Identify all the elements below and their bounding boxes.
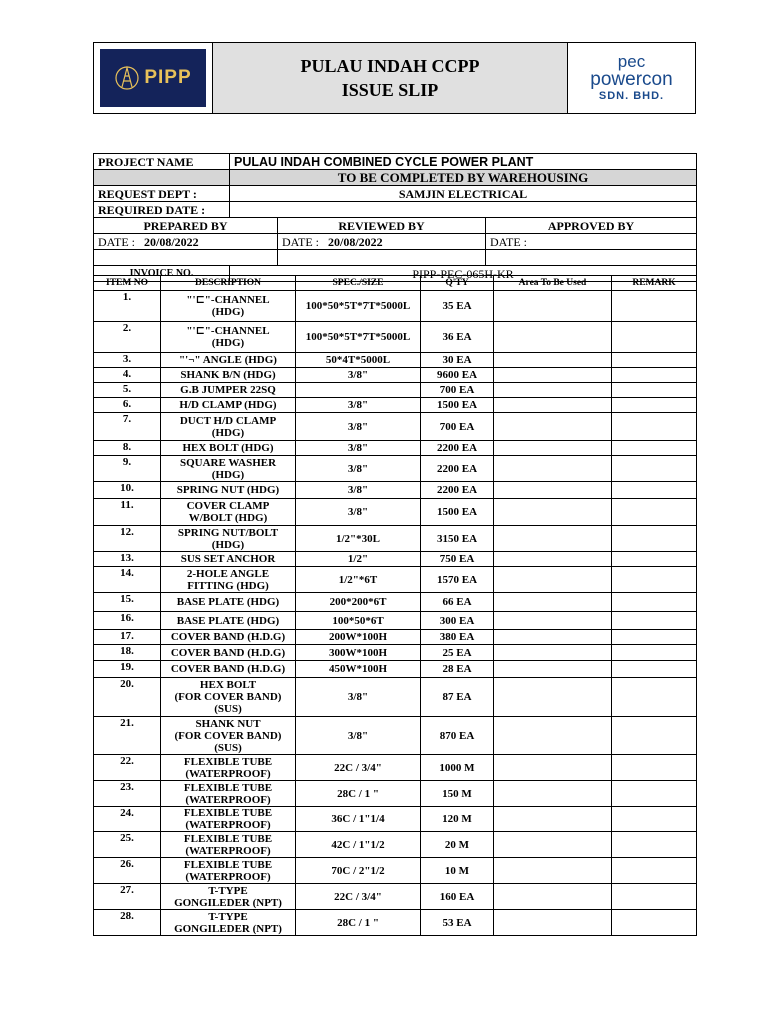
col-description: DESCRIPTION <box>161 276 296 291</box>
area-cell <box>494 499 612 526</box>
item-no-cell: 12. <box>94 526 161 552</box>
remark-cell <box>612 630 697 645</box>
remark-cell <box>612 441 697 456</box>
item-no-cell: 5. <box>94 383 161 398</box>
col-remark: REMARK <box>612 276 697 291</box>
table-row <box>94 593 697 612</box>
item-no-cell: 22. <box>94 755 161 781</box>
qty-cell: 9600 EA <box>421 368 494 383</box>
area-cell <box>494 368 612 383</box>
reviewed-signature <box>278 250 486 266</box>
signature-row <box>94 250 697 266</box>
description-cell: SHANK NUT (FOR COVER BAND) (SUS) <box>161 717 296 755</box>
area-cell <box>494 661 612 678</box>
description-cell: FLEXIBLE TUBE (WATERPROOF) <box>161 858 296 884</box>
qty-cell: 870 EA <box>421 717 494 755</box>
project-name-label: PROJECT NAME <box>94 154 230 170</box>
table-row <box>94 832 697 858</box>
remark-cell <box>612 858 697 884</box>
table-row <box>94 322 697 353</box>
remark-cell <box>612 807 697 832</box>
table-row <box>94 499 697 526</box>
spec-cell: 22C / 3/4" <box>296 755 421 781</box>
table-row <box>94 781 697 807</box>
description-cell: SUS SET ANCHOR <box>161 552 296 567</box>
area-cell <box>494 832 612 858</box>
table-row <box>94 413 697 441</box>
pipp-logo-cell <box>94 43 213 113</box>
remark-cell <box>612 645 697 661</box>
table-row <box>94 368 697 383</box>
description-cell: SPRING NUT/BOLT (HDG) <box>161 526 296 552</box>
item-no-cell: 9. <box>94 456 161 482</box>
qty-cell: 1570 EA <box>421 567 494 593</box>
approved-signature <box>486 250 697 266</box>
description-cell: HEX BOLT (HDG) <box>161 441 296 456</box>
description-cell: G.B JUMPER 22SQ <box>161 383 296 398</box>
item-no-cell: 3. <box>94 353 161 368</box>
remark-cell <box>612 368 697 383</box>
table-row <box>94 552 697 567</box>
item-no-cell: 18. <box>94 645 161 661</box>
item-no-cell: 27. <box>94 884 161 910</box>
qty-cell: 120 M <box>421 807 494 832</box>
table-row <box>94 910 697 936</box>
spec-cell: 1/2"*6T <box>296 567 421 593</box>
description-cell: DUCT H/D CLAMP (HDG) <box>161 413 296 441</box>
description-cell: FLEXIBLE TUBE (WATERPROOF) <box>161 781 296 807</box>
col-spec-size: SPEC./SIZE <box>296 276 421 291</box>
table-row <box>94 755 697 781</box>
spec-cell: 3/8" <box>296 441 421 456</box>
spec-cell: 450W*100H <box>296 661 421 678</box>
qty-cell: 53 EA <box>421 910 494 936</box>
approved-by-label: APPROVED BY <box>486 218 697 234</box>
qty-cell: 20 M <box>421 832 494 858</box>
remark-cell <box>612 612 697 630</box>
item-no-cell: 10. <box>94 482 161 499</box>
reviewed-date-cell <box>278 234 486 250</box>
page-subtitle: ISSUE SLIP <box>341 80 439 100</box>
area-cell <box>494 526 612 552</box>
description-cell: BASE PLATE (HDG) <box>161 612 296 630</box>
table-row <box>94 645 697 661</box>
item-no-cell: 15. <box>94 593 161 612</box>
description-cell: 2-HOLE ANGLE FITTING (HDG) <box>161 567 296 593</box>
reviewed-date-value: 20/08/2022 <box>328 234 383 249</box>
table-row <box>94 456 697 482</box>
spec-cell: 22C / 3/4" <box>296 884 421 910</box>
pec-logo-line3: SDN. BHD. <box>598 89 665 102</box>
col-area: Area To Be Used <box>494 276 612 291</box>
area-cell <box>494 630 612 645</box>
remark-cell <box>612 552 697 567</box>
area-cell <box>494 291 612 322</box>
description-cell: FLEXIBLE TUBE (WATERPROOF) <box>161 807 296 832</box>
remark-cell <box>612 884 697 910</box>
area-cell <box>494 383 612 398</box>
table-row <box>94 383 697 398</box>
remark-cell <box>612 755 697 781</box>
remark-cell <box>612 456 697 482</box>
project-row <box>94 154 697 170</box>
warehouse-row <box>94 170 697 186</box>
area-cell <box>494 441 612 456</box>
spec-cell: 100*50*5T*7T*5000L <box>296 291 421 322</box>
approved-date-label: DATE : <box>490 234 527 249</box>
pec-logo-line2: powercon <box>590 68 673 90</box>
qty-cell: 3150 EA <box>421 526 494 552</box>
qty-cell: 1000 M <box>421 755 494 781</box>
project-name-value: PULAU INDAH COMBINED CYCLE POWER PLANT <box>230 154 697 170</box>
spec-cell: 3/8" <box>296 482 421 499</box>
spec-cell: 300W*100H <box>296 645 421 661</box>
pipp-logo <box>100 49 206 107</box>
col-item-no: ITEM NO <box>94 276 161 291</box>
remark-cell <box>612 398 697 413</box>
table-row <box>94 717 697 755</box>
area-cell <box>494 858 612 884</box>
item-no-cell: 8. <box>94 441 161 456</box>
area-cell <box>494 781 612 807</box>
item-no-cell: 21. <box>94 717 161 755</box>
pec-logo-line1: pec <box>617 51 646 71</box>
description-cell: T-TYPE GONGILEDER (NPT) <box>161 910 296 936</box>
qty-cell: 1500 EA <box>421 499 494 526</box>
prepared-date-value: 20/08/2022 <box>144 234 199 249</box>
qty-cell: 10 M <box>421 858 494 884</box>
table-row <box>94 482 697 499</box>
table-row <box>94 858 697 884</box>
spec-cell: 3/8" <box>296 717 421 755</box>
items-table <box>93 275 697 936</box>
table-row <box>94 291 697 322</box>
table-row <box>94 353 697 368</box>
item-no-cell: 2. <box>94 322 161 353</box>
spec-cell <box>296 383 421 398</box>
qty-cell: 750 EA <box>421 552 494 567</box>
area-cell <box>494 678 612 717</box>
spec-cell: 28C / 1 " <box>296 781 421 807</box>
description-cell: "'⊏"-CHANNEL (HDG) <box>161 322 296 353</box>
description-cell: FLEXIBLE TUBE (WATERPROOF) <box>161 755 296 781</box>
item-no-cell: 16. <box>94 612 161 630</box>
reviewed-by-label: REVIEWED BY <box>278 218 486 234</box>
request-dept-row <box>94 186 697 202</box>
remark-cell <box>612 661 697 678</box>
qty-cell: 36 EA <box>421 322 494 353</box>
warehouse-note: TO BE COMPLETED BY WAREHOUSING <box>230 170 697 186</box>
remark-cell <box>612 678 697 717</box>
spec-cell: 200*200*6T <box>296 593 421 612</box>
spec-cell: 100*50*5T*7T*5000L <box>296 322 421 353</box>
spec-cell: 200W*100H <box>296 630 421 645</box>
reviewed-date-label: DATE : <box>282 234 319 249</box>
slip-header <box>93 42 696 114</box>
warehouse-spacer <box>94 170 230 186</box>
area-cell <box>494 645 612 661</box>
item-no-cell: 25. <box>94 832 161 858</box>
qty-cell: 30 EA <box>421 353 494 368</box>
signoff-date-row <box>94 234 697 250</box>
spec-cell: 1/2"*30L <box>296 526 421 552</box>
qty-cell: 35 EA <box>421 291 494 322</box>
area-cell <box>494 612 612 630</box>
remark-cell <box>612 832 697 858</box>
description-cell: T-TYPE GONGILEDER (NPT) <box>161 884 296 910</box>
qty-cell: 2200 EA <box>421 456 494 482</box>
spec-cell: 3/8" <box>296 413 421 441</box>
qty-cell: 28 EA <box>421 661 494 678</box>
remark-cell <box>612 482 697 499</box>
area-cell <box>494 482 612 499</box>
table-row <box>94 441 697 456</box>
description-cell: COVER CLAMP W/BOLT (HDG) <box>161 499 296 526</box>
spec-cell: 1/2" <box>296 552 421 567</box>
request-dept-label: REQUEST DEPT : <box>94 186 230 202</box>
signoff-header-row <box>94 218 697 234</box>
qty-cell: 25 EA <box>421 645 494 661</box>
area-cell <box>494 552 612 567</box>
approved-date-cell <box>486 234 697 250</box>
description-cell: HEX BOLT (FOR COVER BAND) (SUS) <box>161 678 296 717</box>
items-header-row <box>94 276 697 291</box>
title-box <box>213 43 568 113</box>
info-table <box>93 153 697 282</box>
spec-cell: 3/8" <box>296 398 421 413</box>
prepared-date-cell <box>94 234 278 250</box>
table-row <box>94 807 697 832</box>
area-cell <box>494 567 612 593</box>
item-no-cell: 7. <box>94 413 161 441</box>
area-cell <box>494 884 612 910</box>
description-cell: FLEXIBLE TUBE (WATERPROOF) <box>161 832 296 858</box>
spec-cell: 36C / 1"1/4 <box>296 807 421 832</box>
remark-cell <box>612 567 697 593</box>
remark-cell <box>612 499 697 526</box>
spec-cell: 3/8" <box>296 368 421 383</box>
area-cell <box>494 353 612 368</box>
prepared-signature <box>94 250 278 266</box>
table-row <box>94 884 697 910</box>
prepared-date-label: DATE : <box>98 234 135 249</box>
item-no-cell: 20. <box>94 678 161 717</box>
description-cell: "'¬" ANGLE (HDG) <box>161 353 296 368</box>
item-no-cell: 17. <box>94 630 161 645</box>
spec-cell: 3/8" <box>296 499 421 526</box>
remark-cell <box>612 322 697 353</box>
spec-cell: 28C / 1 " <box>296 910 421 936</box>
table-row <box>94 678 697 717</box>
area-cell <box>494 807 612 832</box>
item-no-cell: 26. <box>94 858 161 884</box>
area-cell <box>494 398 612 413</box>
description-cell: SHANK B/N (HDG) <box>161 368 296 383</box>
description-cell: H/D CLAMP (HDG) <box>161 398 296 413</box>
qty-cell: 700 EA <box>421 383 494 398</box>
description-cell: COVER BAND (H.D.G) <box>161 645 296 661</box>
table-row <box>94 612 697 630</box>
spec-cell: 70C / 2"1/2 <box>296 858 421 884</box>
remark-cell <box>612 910 697 936</box>
description-cell: BASE PLATE (HDG) <box>161 593 296 612</box>
spec-cell: 3/8" <box>296 678 421 717</box>
qty-cell: 1500 EA <box>421 398 494 413</box>
table-row <box>94 567 697 593</box>
pec-powercon-logo <box>568 43 695 113</box>
spec-cell: 3/8" <box>296 456 421 482</box>
spec-cell: 50*4T*5000L <box>296 353 421 368</box>
remark-cell <box>612 781 697 807</box>
col-qty: Q'TY <box>421 276 494 291</box>
required-date-label: REQUIRED DATE : <box>94 202 230 218</box>
area-cell <box>494 755 612 781</box>
description-cell: COVER BAND (H.D.G) <box>161 630 296 645</box>
qty-cell: 700 EA <box>421 413 494 441</box>
table-row <box>94 398 697 413</box>
table-row <box>94 630 697 645</box>
prepared-by-label: PREPARED BY <box>94 218 278 234</box>
item-no-cell: 11. <box>94 499 161 526</box>
spec-cell: 100*50*6T <box>296 612 421 630</box>
remark-cell <box>612 593 697 612</box>
area-cell <box>494 456 612 482</box>
item-no-cell: 23. <box>94 781 161 807</box>
description-cell: SPRING NUT (HDG) <box>161 482 296 499</box>
table-row <box>94 526 697 552</box>
item-no-cell: 13. <box>94 552 161 567</box>
item-no-cell: 24. <box>94 807 161 832</box>
qty-cell: 2200 EA <box>421 441 494 456</box>
area-cell <box>494 322 612 353</box>
qty-cell: 150 M <box>421 781 494 807</box>
remark-cell <box>612 717 697 755</box>
description-cell: SQUARE WASHER (HDG) <box>161 456 296 482</box>
description-cell: "'⊏"-CHANNEL (HDG) <box>161 291 296 322</box>
qty-cell: 160 EA <box>421 884 494 910</box>
required-date-row <box>94 202 697 218</box>
remark-cell <box>612 413 697 441</box>
area-cell <box>494 413 612 441</box>
remark-cell <box>612 353 697 368</box>
qty-cell: 66 EA <box>421 593 494 612</box>
area-cell <box>494 717 612 755</box>
item-no-cell: 4. <box>94 368 161 383</box>
page-title: PULAU INDAH CCPP <box>300 56 480 76</box>
description-cell: COVER BAND (H.D.G) <box>161 661 296 678</box>
area-cell <box>494 593 612 612</box>
invoice-label: INVOICE NO. <box>94 266 230 282</box>
invoice-value: PIPP-PEC-065H-KR <box>230 266 697 282</box>
items-body <box>94 291 697 936</box>
request-dept-value: SAMJIN ELECTRICAL <box>230 186 697 202</box>
tower-icon <box>114 63 140 93</box>
pipp-logo-text: PIPP <box>144 67 192 88</box>
qty-cell: 87 EA <box>421 678 494 717</box>
table-row <box>94 661 697 678</box>
required-date-value <box>230 202 697 218</box>
qty-cell: 2200 EA <box>421 482 494 499</box>
qty-cell: 380 EA <box>421 630 494 645</box>
spec-cell: 42C / 1"1/2 <box>296 832 421 858</box>
item-no-cell: 1. <box>94 291 161 322</box>
area-cell <box>494 910 612 936</box>
item-no-cell: 19. <box>94 661 161 678</box>
remark-cell <box>612 291 697 322</box>
item-no-cell: 28. <box>94 910 161 936</box>
item-no-cell: 6. <box>94 398 161 413</box>
remark-cell <box>612 526 697 552</box>
remark-cell <box>612 383 697 398</box>
qty-cell: 300 EA <box>421 612 494 630</box>
item-no-cell: 14. <box>94 567 161 593</box>
